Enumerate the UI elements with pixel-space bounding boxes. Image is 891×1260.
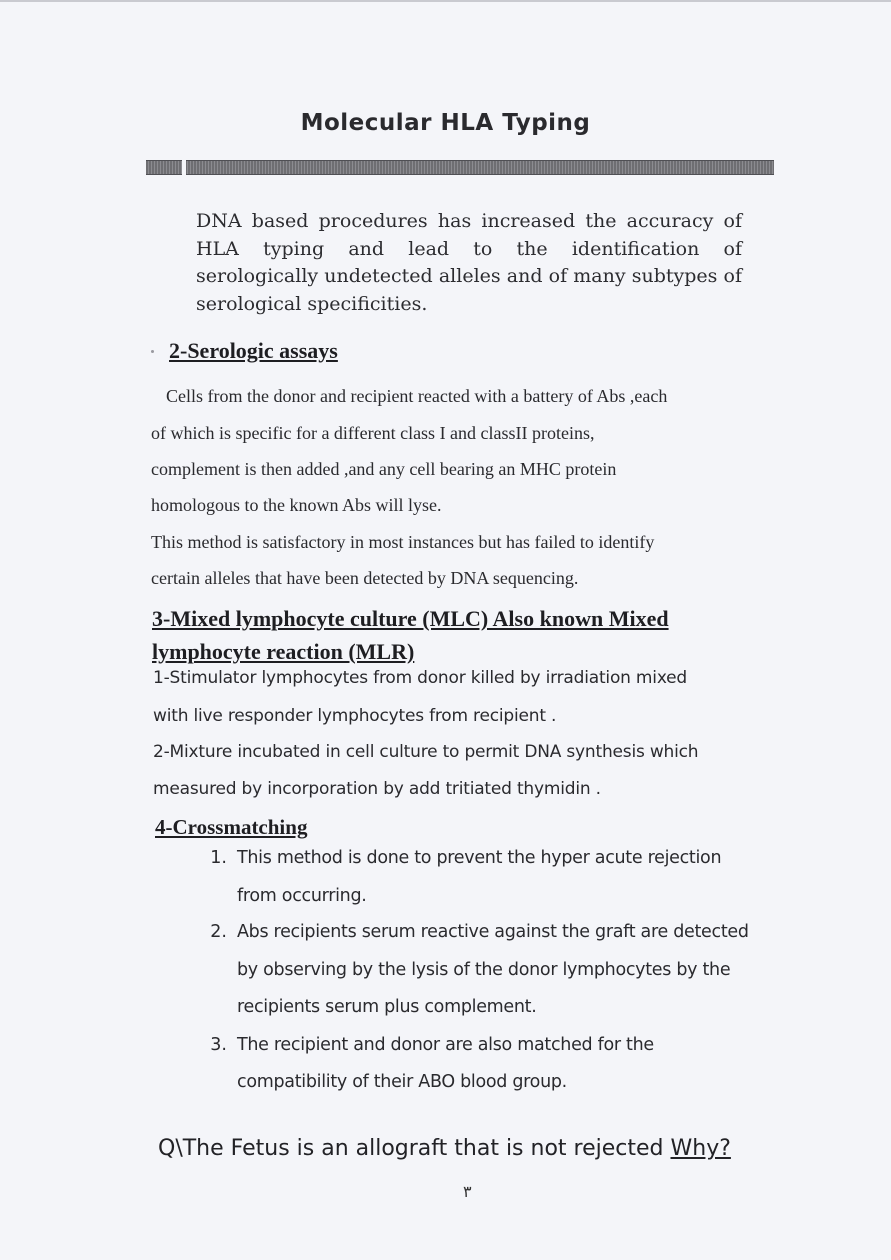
page-title: Molecular HLA Typing	[300, 110, 591, 136]
serologic-line: of which is specific for a different class I and classII proteins,	[151, 423, 595, 443]
closing-question	[158, 1136, 731, 1161]
serologic-line: Cells from the donor and recipient reacted with a battery of Abs ,each	[166, 386, 668, 406]
list-number: 2.	[210, 922, 227, 942]
mlc-heading: 3-Mixed lymphocyte culture (MLC) Also known Mixed lymphocyte reaction (MLR)	[152, 606, 669, 664]
scan-top-edge	[0, 0, 891, 2]
serologic-assays-heading: 2-Serologic assays	[169, 338, 338, 363]
mlc-line: with live responder lymphocytes from recipient .	[153, 706, 557, 726]
list-number: 1.	[210, 848, 227, 868]
crossmatching-item-line: This method is done to prevent the hyper acute rejection	[237, 848, 722, 868]
crossmatching-item-line: by observing by the lysis of the donor lymphocytes by the	[237, 960, 731, 980]
serologic-line: certain alleles that have been detected by DNA sequencing.	[151, 568, 579, 588]
serologic-line: This method is satisfactory in most instances but has failed to identify	[151, 532, 655, 552]
question-text: Q\The Fetus is an allograft that is not rejected	[158, 1136, 671, 1161]
intro-paragraph: DNA based procedures has increased the accuracy of HLA typing and lead to the identification of serologically undetected alleles and of many subtypes of serological specificities.	[196, 210, 742, 315]
stray-dot	[151, 350, 154, 353]
serologic-line: complement is then added ,and any cell bearing an MHC protein	[151, 459, 617, 479]
question-emphasis: Why?	[670, 1136, 731, 1161]
crossmatching-item-line: from occurring.	[237, 886, 367, 906]
crossmatching-item-line: The recipient and donor are also matched for the	[237, 1035, 654, 1055]
crossmatching-item-line: compatibility of their ABO blood group.	[237, 1072, 567, 1092]
list-number: 3.	[210, 1035, 227, 1055]
crossmatching-item-line: Abs recipients serum reactive against the graft are detected	[237, 922, 749, 942]
crossmatching-heading: 4-Crossmatching	[155, 815, 308, 839]
serologic-line: homologous to the known Abs will lyse.	[151, 495, 442, 515]
page-number: ٣	[463, 1182, 472, 1201]
mlc-line: measured by incorporation by add tritiated thymidin .	[153, 779, 601, 799]
crossmatching-item-line: recipients serum plus complement.	[237, 997, 537, 1017]
mlc-line: 1-Stimulator lymphocytes from donor killed by irradiation mixed	[153, 668, 688, 688]
title-underline-rule	[146, 160, 774, 175]
mlc-line: 2-Mixture incubated in cell culture to permit DNA synthesis which	[153, 742, 699, 762]
